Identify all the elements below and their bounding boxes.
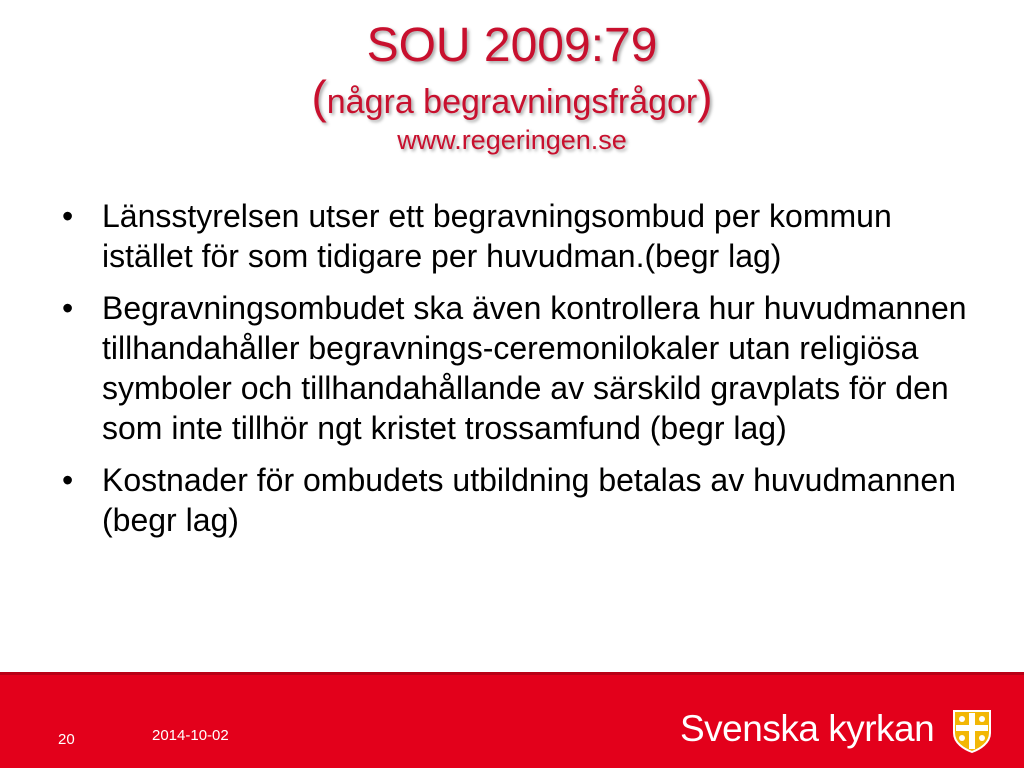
bullet-text: Länsstyrelsen utser ett begravningsombud per kommun istället för som tidigare per huvudman.(begr lag) bbox=[102, 198, 892, 274]
slide-title-block bbox=[0, 18, 1024, 155]
bullet-item bbox=[58, 460, 978, 540]
bullet-text: Begravningsombudet ska även kontrollera hur huvudmannen tillhandahåller begravnings-ceremonilokaler utan religiösa symboler och tillhandahållande av särskild gravplats för den som inte tillhör ngt kristet trossamfund (begr lag) bbox=[102, 290, 967, 446]
slide-title: SOU 2009:79 bbox=[366, 19, 658, 72]
subtitle-close-paren: ) bbox=[697, 71, 713, 123]
logo-wordmark: Svenska kyrkan bbox=[680, 708, 935, 749]
slide-date: 2014-10-02 bbox=[152, 727, 229, 744]
bullet-text: Kostnader för ombudets utbildning betalas av huvudmannen (begr lag) bbox=[102, 462, 956, 538]
bullet-marker: • bbox=[62, 462, 74, 498]
slide-footer bbox=[0, 672, 1024, 768]
slide-subtitle bbox=[0, 71, 1024, 125]
slide-body bbox=[58, 196, 978, 552]
bullet-list bbox=[58, 196, 978, 540]
subtitle-open-paren: ( bbox=[311, 71, 327, 123]
page-number: 20 bbox=[58, 731, 75, 748]
bullet-marker: • bbox=[62, 290, 74, 326]
bullet-item bbox=[58, 196, 978, 276]
church-cross-emblem-icon bbox=[952, 709, 992, 753]
bullet-item bbox=[58, 288, 978, 448]
source-url: www.regeringen.se bbox=[397, 125, 627, 155]
subtitle-text: några begravningsfrågor bbox=[326, 83, 698, 121]
bullet-marker: • bbox=[62, 198, 74, 234]
